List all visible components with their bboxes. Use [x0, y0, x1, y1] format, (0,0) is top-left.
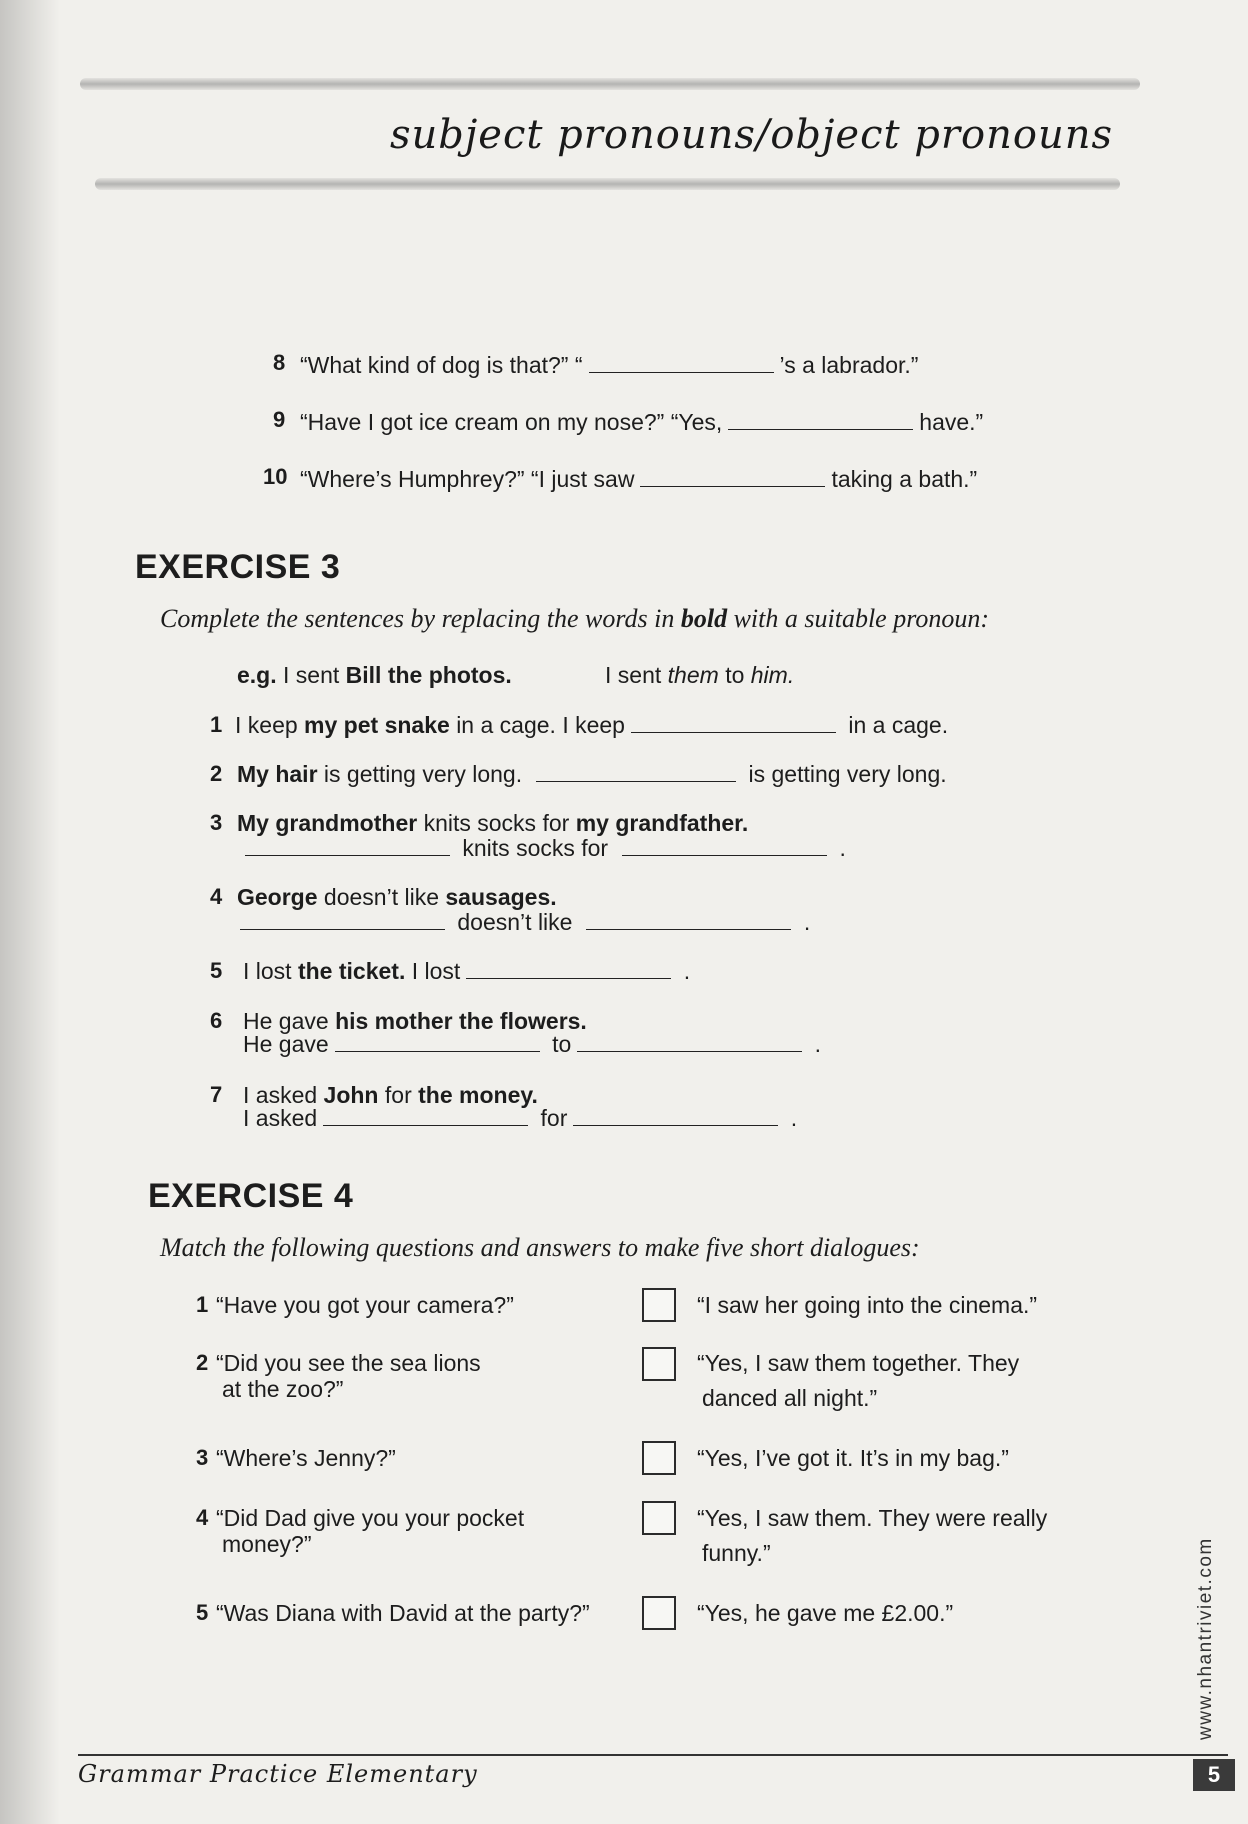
ex3-item-7-text-a: I asked: [243, 1082, 318, 1108]
page-title: subject pronouns/object pronouns: [390, 112, 1113, 158]
ex3-item-5-bold: the ticket.: [297, 958, 406, 984]
ex4-answer-1: “I saw her going into the cinema.”: [697, 1292, 1038, 1318]
ex2-item-8-text-before: “What kind of dog is that?” “: [300, 352, 583, 378]
ex3-item-5-blank[interactable]: [466, 977, 671, 979]
ex4-question-5-number: 5: [196, 1600, 209, 1625]
ex3-item-3-line-2: [245, 835, 846, 862]
ex3-item-4-line-2: [240, 909, 810, 936]
header-brush-stroke-bottom: [95, 178, 1120, 190]
ex3-item-5-text-a: I lost: [243, 958, 292, 984]
ex3-item-1-number: 1: [210, 712, 223, 737]
ex2-item-9: [300, 409, 983, 436]
ex2-item-8-number: 8: [273, 350, 286, 375]
ex3-item-4-line-1: [237, 884, 557, 911]
ex2-item-10-blank[interactable]: [640, 485, 825, 487]
ex3-item-3-bold-2: my grandfather.: [575, 810, 749, 836]
ex3-item-6-line-2: [243, 1031, 821, 1058]
ex2-item-8-text-after: ’s a labrador.”: [779, 352, 919, 378]
ex4-question-5: “Was Diana with David at the party?”: [216, 1600, 590, 1626]
ex3-example: [237, 662, 512, 689]
ex3-instruction-bold: bold: [680, 604, 728, 633]
ex3-example-prefix: e.g.: [237, 662, 277, 688]
ex3-item-2: [237, 761, 947, 788]
ex3-item-3-number: 3: [210, 810, 223, 835]
ex3-item-4-blank-1[interactable]: [240, 928, 445, 930]
ex3-item-6-number: 6: [210, 1008, 223, 1033]
ex3-item-3-bold-1: My grandmother: [237, 810, 418, 836]
ex3-item-2-text-b: is getting very long.: [748, 761, 947, 787]
ex3-item-6-line-2-text-a: He gave: [243, 1031, 329, 1057]
ex3-item-7-end: .: [790, 1105, 798, 1131]
book-title: Grammar Practice Elementary: [78, 1760, 478, 1788]
ex3-item-7-line-2-text-b: for: [540, 1105, 568, 1131]
ex3-item-6-text-a: He gave: [243, 1008, 329, 1034]
ex3-item-4-blank-2[interactable]: [586, 928, 791, 930]
ex4-answer-2-line-1: “Yes, I saw them together. They: [697, 1350, 1020, 1376]
ex4-question-4-number: 4: [196, 1505, 209, 1530]
ex3-instruction-part-b: with a suitable pronoun:: [733, 604, 990, 633]
ex3-item-3-line-1: [237, 810, 748, 837]
header-brush-stroke-top: [80, 78, 1140, 90]
ex3-item-2-bold: My hair: [237, 761, 318, 787]
ex3-item-5-number: 5: [210, 958, 223, 983]
ex4-question-1-number: 1: [196, 1292, 209, 1317]
ex2-item-9-text-after: have.”: [919, 409, 984, 435]
ex4-answer-2-line-2: danced all night.”: [702, 1385, 878, 1411]
ex2-item-10-text-after: taking a bath.”: [831, 466, 978, 492]
ex3-instruction-part-a: Complete the sentences by replacing the words in: [160, 604, 675, 633]
ex2-item-9-number: 9: [273, 407, 286, 432]
publisher-website: www.nhantriviet.com: [1195, 1537, 1216, 1740]
ex4-answer-5: “Yes, he gave me £2.00.”: [697, 1600, 954, 1626]
page-edge-shadow: [0, 0, 60, 1824]
ex3-item-5-end: .: [683, 958, 691, 984]
ex4-answer-3: “Yes, I’ve got it. It’s in my bag.”: [697, 1445, 1009, 1471]
ex3-item-7-number: 7: [210, 1082, 223, 1107]
ex3-item-7-blank-2[interactable]: [573, 1124, 778, 1126]
ex3-item-1-text-c: in a cage.: [848, 712, 949, 738]
ex3-item-2-number: 2: [210, 761, 223, 786]
ex3-item-6-blank-2[interactable]: [577, 1050, 802, 1052]
ex4-question-1: “Have you got your camera?”: [216, 1292, 514, 1318]
ex2-item-9-text-before: “Have I got ice cream on my nose?” “Yes,: [300, 409, 723, 435]
ex3-example-answer: [605, 662, 794, 689]
ex4-question-2-number: 2: [196, 1350, 209, 1375]
answer-checkbox-1[interactable]: [642, 1288, 676, 1322]
answer-checkbox-3[interactable]: [642, 1441, 676, 1475]
ex3-item-1-text-a: I keep: [235, 712, 298, 738]
ex2-item-9-blank[interactable]: [728, 428, 913, 430]
ex3-item-5: [243, 958, 690, 985]
exercise-4-instruction: Match the following questions and answers to make five short dialogues:: [160, 1233, 920, 1262]
ex2-item-10-number: 10: [263, 464, 288, 489]
ex3-item-3-blank-1[interactable]: [245, 854, 450, 856]
ex3-item-3-line-2-text: knits socks for: [462, 835, 609, 861]
ex3-item-1-blank[interactable]: [631, 731, 836, 733]
ex3-example-answer-pronoun-2: him.: [750, 662, 795, 688]
exercise-3-heading: EXERCISE 3: [135, 548, 341, 586]
ex3-example-answer-pronoun-1: them: [667, 662, 719, 688]
ex3-item-1-text-b: in a cage. I keep: [456, 712, 625, 738]
answer-checkbox-2[interactable]: [642, 1347, 676, 1381]
answer-checkbox-5[interactable]: [642, 1596, 676, 1630]
ex3-item-3-blank-2[interactable]: [622, 854, 827, 856]
ex4-question-3: “Where’s Jenny?”: [216, 1445, 396, 1471]
exercise-4-heading: EXERCISE 4: [148, 1177, 354, 1215]
ex2-item-8: [300, 352, 918, 379]
ex4-answer-4-line-2: funny.”: [702, 1540, 771, 1566]
ex3-item-4-bold-1: George: [237, 884, 318, 910]
ex3-item-4-number: 4: [210, 884, 223, 909]
ex3-item-3-text-a: knits socks for: [423, 810, 570, 836]
ex3-item-2-text-a: is getting very long.: [323, 761, 523, 787]
ex3-example-bold: Bill the photos.: [345, 662, 512, 688]
ex3-item-6-blank-1[interactable]: [335, 1050, 540, 1052]
ex3-item-4-end: .: [803, 909, 811, 935]
ex3-item-6-end: .: [814, 1031, 822, 1057]
footer-divider: [78, 1754, 1228, 1756]
ex2-item-10-text-before: “Where’s Humphrey?” “I just saw: [300, 466, 635, 492]
ex3-item-2-blank[interactable]: [536, 780, 736, 782]
ex3-item-1: [235, 712, 948, 739]
ex3-item-3-end: .: [839, 835, 846, 861]
ex3-item-7-blank-1[interactable]: [323, 1124, 528, 1126]
answer-checkbox-4[interactable]: [642, 1501, 676, 1535]
ex4-question-2-line-2: at the zoo?”: [222, 1376, 344, 1402]
ex3-item-6-line-2-text-b: to: [552, 1031, 572, 1057]
ex3-item-7-text-b: for: [384, 1082, 412, 1108]
ex3-item-7-bold-1: John: [323, 1082, 379, 1108]
ex4-question-2-line-1: “Did you see the sea lions: [216, 1350, 481, 1376]
ex3-example-answer-text-2: to: [725, 662, 745, 688]
ex3-item-4-bold-2: sausages.: [445, 884, 557, 910]
ex4-answer-4-line-1: “Yes, I saw them. They were really: [697, 1505, 1048, 1531]
ex3-item-7-line-2-text-a: I asked: [243, 1105, 318, 1131]
ex4-question-4-line-1: “Did Dad give you your pocket: [216, 1505, 525, 1531]
exercise-3-instruction: [160, 604, 989, 634]
ex3-item-6-bold: his mother the flowers.: [335, 1008, 587, 1034]
ex3-item-7-line-2: [243, 1105, 797, 1132]
ex4-question-4-line-2: money?”: [222, 1531, 312, 1557]
ex3-item-4-text-a: doesn’t like: [323, 884, 439, 910]
ex2-item-8-blank[interactable]: [589, 371, 774, 373]
ex3-example-answer-text-1: I sent: [605, 662, 662, 688]
ex3-item-1-bold: my pet snake: [304, 712, 450, 738]
ex3-item-4-line-2-text: doesn’t like: [457, 909, 573, 935]
page-number: 5: [1193, 1759, 1235, 1791]
ex3-example-text: I sent: [283, 662, 340, 688]
ex3-item-7-bold-2: the money.: [418, 1082, 538, 1108]
ex4-question-3-number: 3: [196, 1445, 209, 1470]
ex2-item-10: [300, 466, 977, 493]
ex3-item-5-text-b: I lost: [411, 958, 461, 984]
